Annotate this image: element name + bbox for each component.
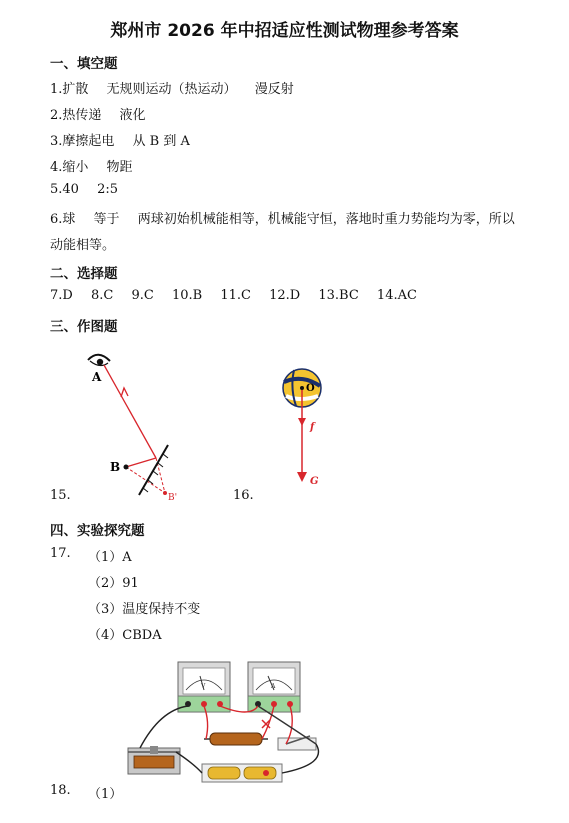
choice-12: 12.D bbox=[269, 288, 301, 303]
symmetry-line bbox=[126, 467, 165, 493]
battery-pack bbox=[202, 764, 282, 782]
figure-15-mirror-diagram bbox=[60, 345, 200, 505]
section-4-heading: 四、实验探究题 bbox=[50, 523, 145, 539]
force-g-label: G bbox=[310, 476, 319, 487]
choice-7: 7.D bbox=[50, 288, 73, 303]
section-3-heading: 三、作图题 bbox=[50, 319, 118, 335]
point-o-label: O bbox=[306, 383, 315, 394]
q5-part2: 2:5 bbox=[97, 182, 119, 197]
q1-part1: 1.扩散 bbox=[50, 82, 89, 97]
section-1-heading: 一、填空题 bbox=[50, 56, 118, 72]
ammeter bbox=[248, 662, 300, 712]
page-title: 郑州市 2026 年中招适应性测试物理参考答案 bbox=[110, 21, 459, 41]
point-b-label: B bbox=[110, 460, 121, 474]
figure-16-ball-diagram bbox=[270, 360, 350, 490]
answer-q1 bbox=[50, 78, 294, 97]
section-2-heading: 二、选择题 bbox=[50, 266, 118, 282]
point-a-label: A bbox=[92, 370, 102, 384]
q5-part1: 5.40 bbox=[50, 182, 79, 197]
q17-item-2: （2）91 bbox=[88, 576, 139, 591]
force-f-label: f bbox=[310, 422, 315, 433]
point-b bbox=[124, 465, 129, 470]
answer-q5 bbox=[50, 182, 118, 197]
reflected-ray bbox=[104, 365, 156, 458]
incident-ray bbox=[126, 458, 156, 467]
center-point-o bbox=[300, 386, 304, 390]
figure-16-label: 16. bbox=[233, 488, 254, 503]
choice-13: 13.BC bbox=[318, 288, 359, 303]
gravity-arrow-icon bbox=[297, 472, 307, 482]
q1-part2: 无规则运动（热运动） bbox=[106, 82, 237, 97]
q4-part2: 物距 bbox=[106, 160, 133, 175]
fixed-resistor bbox=[204, 733, 268, 745]
answer-q6-line2: 动能相等。 bbox=[50, 238, 116, 253]
q2-part2: 液化 bbox=[119, 108, 146, 123]
q3-part2: 从 B 到 A bbox=[132, 134, 190, 149]
answer-q6-line1 bbox=[50, 208, 515, 227]
q18-number: 18. bbox=[50, 783, 71, 798]
q4-part1: 4.缩小 bbox=[50, 160, 89, 175]
point-b-image-label: B' bbox=[168, 493, 178, 503]
switch bbox=[278, 736, 316, 750]
friction-arrow-icon bbox=[298, 418, 306, 426]
q6-part2: 等于 bbox=[93, 212, 120, 227]
sliding-rheostat bbox=[128, 746, 180, 774]
choice-8: 8.C bbox=[90, 288, 114, 303]
answer-q4 bbox=[50, 156, 133, 175]
q1-part3: 漫反射 bbox=[254, 82, 294, 97]
answer-q2 bbox=[50, 104, 146, 123]
q3-part1: 3.摩擦起电 bbox=[50, 134, 115, 149]
ray-arrow-icon bbox=[121, 388, 128, 397]
q18-item-1: （1） bbox=[88, 787, 123, 802]
q17-item-1: （1）A bbox=[88, 550, 132, 565]
answer-q3 bbox=[50, 130, 190, 149]
q17-number: 17. bbox=[50, 546, 71, 561]
choice-14: 14.AC bbox=[376, 288, 417, 303]
q17-item-3: （3）温度保持不变 bbox=[88, 602, 201, 617]
point-b-image bbox=[163, 491, 167, 495]
ammeter-letter: A bbox=[271, 683, 276, 690]
eye-icon bbox=[88, 355, 110, 366]
choice-9: 9.C bbox=[131, 288, 154, 303]
figure-15-label: 15. bbox=[50, 488, 71, 503]
circuit-diagram bbox=[120, 660, 330, 785]
q2-part1: 2.热传递 bbox=[50, 108, 102, 123]
choice-answers bbox=[50, 288, 417, 303]
q6-part1: 6.球 bbox=[50, 212, 76, 227]
q6-part3: 两球初始机械能相等，机械能守恒，落地时重力势能均为零，所以 bbox=[137, 212, 515, 227]
q17-item-4: （4）CBDA bbox=[88, 628, 162, 643]
voltmeter-letter: V bbox=[201, 683, 206, 690]
choice-10: 10.B bbox=[171, 288, 203, 303]
choice-11: 11.C bbox=[220, 288, 251, 303]
voltmeter bbox=[178, 662, 230, 712]
